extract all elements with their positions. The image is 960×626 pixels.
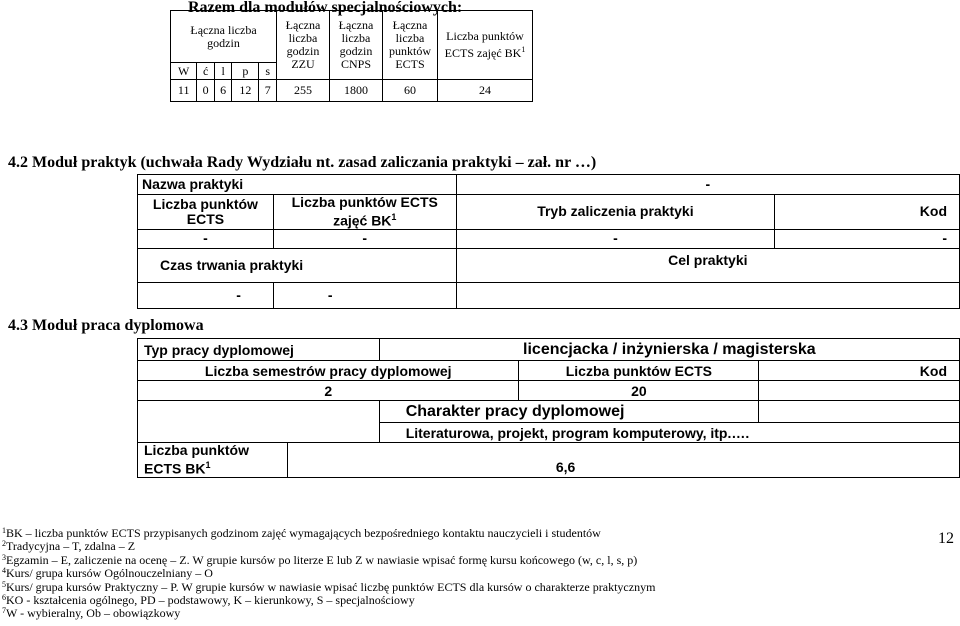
internship-name-value: - xyxy=(456,175,959,195)
thesis-ects-value: 20 xyxy=(519,381,759,401)
footnote-1: $^1$BK – liczba punktów ECTS przypisanych godzinom zajęć wymagających bezpośredniego kontaktu nauczycieli i studentów xyxy=(2,526,601,540)
value-l: 6 xyxy=(214,80,232,102)
footnote-3: $^3$Egzamin – E, zaliczenie na ocenę – Z. W grupie kursów po literze E lub Z w nawiasie wpisać formę kursu końcowego (w, c, l, s, p) xyxy=(2,552,638,567)
internship-bk-label: Liczba punktów ECTS zajęć $BK^1$ xyxy=(273,195,456,230)
zzu-header: Łączna liczba godzin ZZU xyxy=(277,11,330,80)
internship-ects-value: - xyxy=(138,229,274,248)
thesis-ects-label: Liczba punktów ECTS xyxy=(519,361,759,381)
form-w: W xyxy=(171,63,197,80)
thesis-type-label: Typ pracy dyplomowej xyxy=(138,339,380,361)
page-number: 12 xyxy=(938,530,954,547)
footnote-7: $^7$W - wybieralny, Ob – obowiązkowy xyxy=(2,606,181,621)
internship-duration-value: - xyxy=(138,282,274,308)
internship-duration-label: Czas trwania praktyki xyxy=(138,248,457,282)
internship-mode-value: - xyxy=(456,229,775,248)
thesis-type-value: licencjacka / inżynierska / magisterska xyxy=(379,339,959,361)
bk-header: Liczba punktów ECTS zajęć $BK^1$ xyxy=(438,11,533,80)
thesis-character-blank xyxy=(759,401,960,423)
thesis-table xyxy=(137,338,960,478)
internship-table xyxy=(137,174,960,309)
form-l: l xyxy=(214,63,232,80)
thesis-character-value: Literaturowa, projekt, program komputerowy, itp.…. xyxy=(379,423,959,443)
summary-title: Razem dla modułów specjalnościowych: xyxy=(188,0,463,16)
footnote-6: $^6$KO - kształcenia ogólnego, PD – podstawowy, K – kierunkowy, S – specjalnościowy xyxy=(2,593,415,608)
internship-ects-label: Liczba punktów ECTS xyxy=(138,195,274,230)
section-43-heading: 4.3 Moduł praca dyplomowa xyxy=(8,317,204,334)
thesis-blank-left xyxy=(138,401,380,423)
bk-value: 24 xyxy=(438,80,533,102)
internship-name-label: Nazwa praktyki xyxy=(138,175,457,195)
footnote-4: $^4$Kurs/ grupa kursów Ogólnouczelniany – O xyxy=(2,566,213,581)
value-w: 11 xyxy=(171,80,197,102)
thesis-blank-left-2 xyxy=(138,423,380,443)
footnote-5: $^5$Kurs/ grupa kursów Praktyczny – P. W grupie kursów w nawiasie wpisać liczbę punktów ECTS dla kursów o charakterze praktycznym xyxy=(2,579,656,594)
internship-mode-label: Tryb zaliczenia praktyki xyxy=(456,195,775,230)
summary-table xyxy=(170,10,533,102)
footnote-2: $^2$Tradycyjna – T, zdalna – Z xyxy=(2,539,136,554)
cnps-value: 1800 xyxy=(330,80,383,102)
thesis-bk-value: 6,6 xyxy=(287,443,959,478)
internship-goal-label: Cel praktyki xyxy=(456,248,959,282)
value-p: 12 xyxy=(232,80,259,102)
internship-code-value: - xyxy=(775,229,960,248)
form-c: ć xyxy=(197,63,215,80)
internship-bk-value: - xyxy=(273,229,456,248)
thesis-semesters-value: 2 xyxy=(138,381,519,401)
form-s: s xyxy=(259,63,277,80)
thesis-code-value xyxy=(759,381,960,401)
thesis-code-label: Kod xyxy=(759,361,960,381)
value-c: 0 xyxy=(197,80,215,102)
internship-goal-value: - xyxy=(273,282,456,308)
zzu-value: 255 xyxy=(277,80,330,102)
ects-header: Łączna liczba punktów ECTS xyxy=(383,11,438,80)
section-42-heading: 4.2 Moduł praktyk (uchwała Rady Wydziału nt. zasad zaliczania praktyki – zał. nr …) xyxy=(8,154,597,171)
hours-total-header: Łączna liczba godzin xyxy=(171,11,277,63)
form-p: p xyxy=(232,63,259,80)
footnotes xyxy=(2,527,902,621)
ects-value: 60 xyxy=(383,80,438,102)
cnps-header: Łączna liczba godzin CNPS xyxy=(330,11,383,80)
internship-goal-area xyxy=(456,282,959,308)
value-s: 7 xyxy=(259,80,277,102)
thesis-bk-label: Liczba punktów ECTS $BK^1$ xyxy=(138,443,288,478)
thesis-semesters-label: Liczba semestrów pracy dyplomowej xyxy=(138,361,519,381)
internship-code-label: Kod xyxy=(775,195,960,230)
thesis-character-label: Charakter pracy dyplomowej xyxy=(379,401,759,423)
